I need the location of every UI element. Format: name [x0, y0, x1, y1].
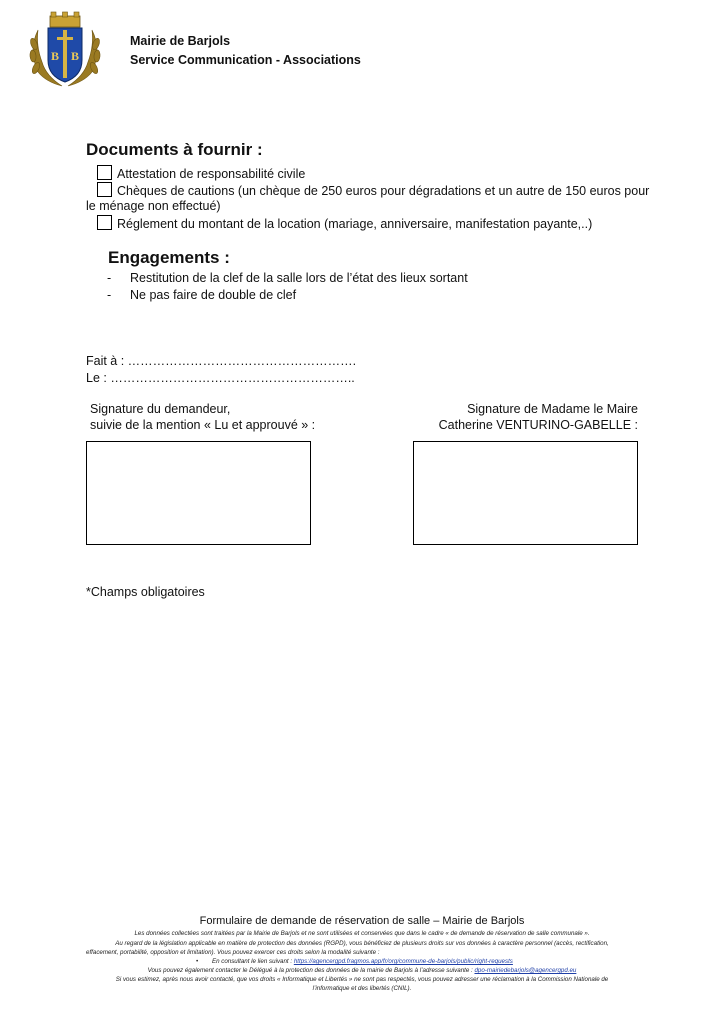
engagements-heading: Engagements :	[108, 248, 230, 267]
engagement-item	[107, 288, 297, 302]
engagement-bullet: -	[107, 288, 112, 302]
mayor-name-label: Catherine VENTURINO-GABELLE :	[438, 418, 638, 432]
logo-letter-right: B	[70, 49, 80, 63]
org-name: Mairie de Barjols	[130, 34, 231, 48]
engagement-item	[107, 271, 468, 285]
org-service: Service Communication - Associations	[130, 53, 361, 67]
footer-cnil-line: l’informatique et des libertés (CNIL).	[312, 985, 412, 992]
required-fields-note: *Champs obligatoires	[86, 585, 205, 599]
engagement-item-label: Restitution de la clef de la salle lors de l’état des lieux sortant	[130, 271, 468, 285]
footer-title: Formulaire de demande de réservation de salle – Mairie de Barjols	[199, 915, 525, 927]
engagement-item-label: Ne pas faire de double de clef	[130, 288, 297, 302]
mayor-signature-box[interactable]	[413, 441, 638, 545]
mayor-signature-label: Signature de Madame le Maire	[467, 402, 638, 416]
right-requests-link[interactable]: https://agencergpd.fragmos.app/fr/org/commune-de-barjols/public/right-requests	[293, 958, 513, 965]
document-item	[97, 165, 305, 181]
footer-link-prefix: En consultant le lien suivant :	[211, 958, 294, 965]
applicant-signature-box[interactable]	[86, 441, 311, 545]
dpo-email-link[interactable]: dpo-mairiedebarjols@agencergpd.eu	[474, 967, 577, 974]
fait-a-field[interactable]: Fait à : ……………………………………………….	[86, 354, 357, 368]
footer-cnil-line: Si vous estimez, après nous avoir contacté, que vos droits « Informatique et Libertés » ne sont pas respectés, vous pouvez adresser une réclamation à la Commission Nationale de	[115, 976, 609, 983]
applicant-signature-label: Signature du demandeur,	[90, 402, 231, 416]
barjols-coat-of-arms-logo	[24, 10, 106, 92]
footer-privacy-line: Les données collectées sont traitées par la Mairie de Barjols et ne sont utilisées et conservées que dans le cadre « de demande de réservation de salle communale ».	[134, 930, 590, 937]
date-field[interactable]: Le : …………………………………………………..	[86, 371, 355, 385]
document-item	[97, 182, 649, 198]
engagement-bullet: -	[107, 271, 112, 285]
document-item-label: Chèques de cautions (un chèque de 250 euros pour dégradations et un autre de 150 euros pour	[117, 184, 650, 198]
document-item-label: Réglement du montant de la location (mariage, anniversaire, manifestation payante,..)	[117, 217, 593, 231]
documents-heading: Documents à fournir :	[86, 140, 263, 159]
footer-privacy-line: effacement, portabilité, opposition et limitation). Vous pouvez exercer ces droits selon la modalité suivante :	[86, 949, 380, 956]
logo-letter-left: B	[50, 49, 60, 63]
document-checkbox[interactable]	[97, 215, 112, 230]
document-checkbox[interactable]	[97, 182, 112, 197]
footer-dpo-line	[0, 967, 724, 974]
applicant-signature-mention: suivie de la mention « Lu et approuvé » :	[90, 418, 316, 432]
document-item-continuation: le ménage non effectué)	[86, 199, 221, 213]
footer-link-line	[196, 958, 513, 965]
footer-privacy-line: Au regard de la législation applicable en matière de protection des données (RGPD), vous bénéficiez de plusieurs droits sur vos données à caractère personnel (accès, rectification,	[115, 940, 609, 947]
document-item-label: Attestation de responsabilité civile	[117, 167, 306, 181]
footer-dpo-prefix: Vous pouvez également contacter le Délégué à la protection des données de la mairie de Barjols à l’adresse suivante :	[147, 967, 475, 974]
footer-bullet: •	[196, 958, 199, 965]
document-checkbox[interactable]	[97, 165, 112, 180]
document-item	[97, 215, 592, 231]
